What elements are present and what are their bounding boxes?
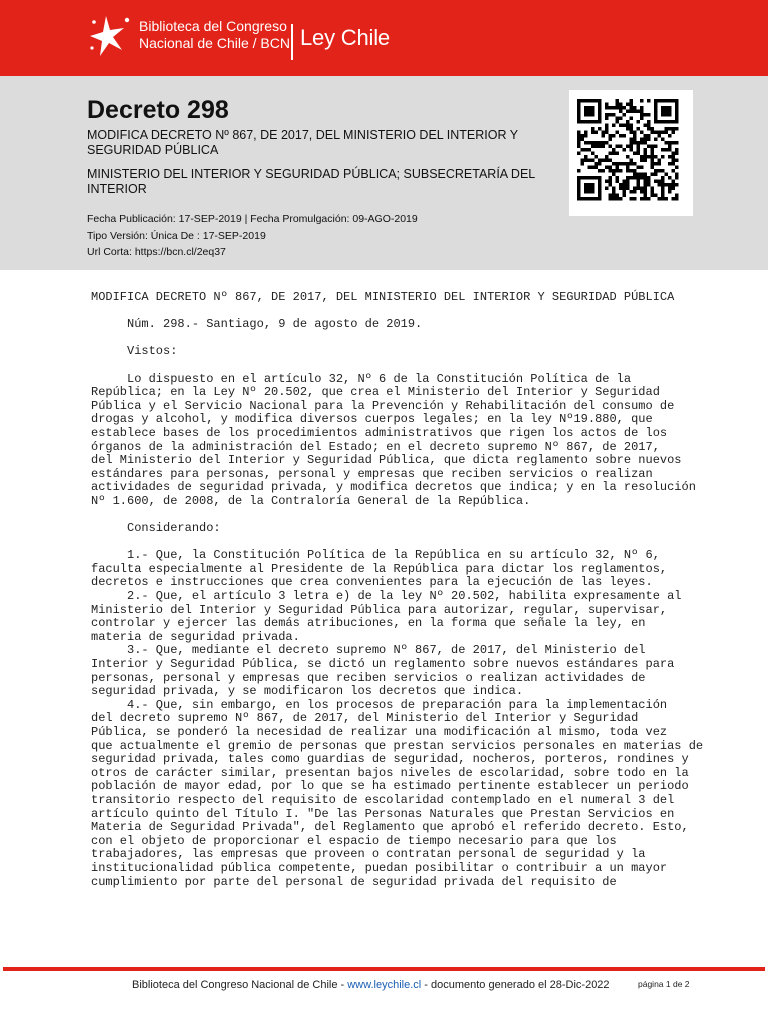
body-line: Ministerio del Interior y Seguridad Pública para autorizar, regular, supervisar,: [91, 602, 668, 617]
body-line: faculta especialmente al Presidente de la República para dictar los reglamentos,: [91, 561, 668, 576]
ley-chile-logo-text[interactable]: Ley Chile: [300, 25, 390, 50]
body-line: 4.- Que, sin embargo, en los procesos de preparación para la implementación: [91, 697, 668, 712]
body-line: Pública, se ponderó la necesidad de realizar una modificación al mismo, toda vez: [91, 725, 668, 739]
decree-subtitle: MODIFICA DECRETO Nº 867, DE 2017, DEL MINISTERIO DEL INTERIOR Y SEGURIDAD PÚBLICA: [87, 128, 518, 157]
decree-body-text: [91, 291, 731, 889]
body-line: Interior y Seguridad Pública, se dictó un reglamento sobre nuevos estándares para: [91, 657, 675, 672]
body-line: del Ministerio del Interior y Seguridad Pública, que dicta reglamento sobre nuevos: [91, 453, 682, 468]
body-line: trabajadores, las empresas que proveen o contratan personal de seguridad y la: [91, 847, 646, 862]
body-line: 2.- Que, el artículo 3 letra e) de la ley Nº 20.502, habilita expresamente al: [91, 589, 682, 604]
short-url[interactable]: Url Corta: https://bcn.cl/2eq37: [87, 246, 226, 258]
version-type: Tipo Versión: Única De : 17-SEP-2019: [87, 230, 266, 242]
body-line: seguridad privada, y se modificaron los decretos que indica.: [91, 684, 524, 699]
footer-rule: [3, 967, 765, 971]
page-number: página 1 de 2: [638, 979, 690, 989]
body-line: 3.- Que, mediante el decreto supremo Nº 867, de 2017, del Ministerio del: [91, 643, 646, 658]
body-line: Lo dispuesto en el artículo 32, Nº 6 de la Constitución Política de la: [91, 371, 632, 386]
body-line: Vistos:: [91, 344, 178, 359]
body-line: decretos e instrucciones que crea convenientes para la ejecución de las leyes.: [91, 575, 653, 590]
footer-text: [132, 979, 610, 991]
body-line: personas, personal y empresas que reciben servicios o realizan actividades de: [91, 670, 646, 685]
footer-generated-date: - documento generado el 28-Dic-2022: [421, 979, 610, 991]
body-line: [91, 332, 731, 346]
body-line: cumplimiento por parte del personal de seguridad privada del requisito de: [91, 874, 617, 889]
body-line: artículo quinto del Título I. "De las Personas Naturales que Prestan Servicios en: [91, 806, 675, 821]
decree-ministry: MINISTERIO DEL INTERIOR Y SEGURIDAD PÚBLICA; SUBSECRETARÍA DEL INTERIOR: [87, 167, 535, 196]
body-line: seguridad privada, tales como guardias de seguridad, nocheros, porteros, rondines y: [91, 752, 689, 767]
decree-title: Decreto 298: [87, 96, 229, 124]
body-line: República; en la Ley Nº 20.502, que crea el Ministerio del Interior y Seguridad: [91, 385, 660, 400]
body-line: población de mayor edad, por lo que se ha estimado pertinente establecer un periodo: [91, 779, 689, 794]
bcn-logo-text[interactable]: [139, 18, 290, 52]
top-banner: [0, 0, 768, 76]
body-line: [91, 305, 731, 319]
qr-code-icon: [569, 90, 693, 216]
body-line: institucionalidad pública competente, puedan posibilitar o contribuir a un mayor: [91, 860, 668, 875]
body-line: controlar y ejercer las demás atribuciones, en la forma que señale la ley, en: [91, 616, 646, 631]
body-line: [91, 359, 731, 373]
body-line: drogas y alcohol, y modifica diversos cuerpos legales; en la ley Nº19.880, que: [91, 412, 653, 427]
body-line: otros de carácter similar, presentan bajos niveles de escolaridad, sobre todo en la: [91, 765, 689, 780]
body-line: 1.- Que, la Constitución Política de la República en su artículo 32, Nº 6,: [91, 548, 660, 563]
body-line: del decreto supremo Nº 867, de 2017, del Ministerio del Interior y Seguridad: [91, 711, 639, 726]
body-line: [91, 509, 731, 523]
bcn-logo-line1: Biblioteca del Congreso: [139, 18, 287, 34]
body-line: Núm. 298.- Santiago, 9 de agosto de 2019.: [91, 317, 423, 332]
footer-org: Biblioteca del Congreso Nacional de Chile -: [132, 979, 348, 991]
body-line: actividades de seguridad privada, y modifica decretos que indica; y en la resolución: [91, 480, 696, 495]
publication-dates: Fecha Publicación: 17-SEP-2019 | Fecha Promulgación: 09-AGO-2019: [87, 213, 418, 225]
body-line: que actualmente el gremio de personas que prestan servicios personales en materias de: [91, 738, 704, 753]
leychile-link[interactable]: www.leychile.cl: [347, 979, 422, 991]
body-line: materia de seguridad privada.: [91, 629, 300, 644]
body-line: MODIFICA DECRETO Nº 867, DE 2017, DEL MINISTERIO DEL INTERIOR Y SEGURIDAD PÚBLICA: [91, 290, 675, 304]
body-line: estándares para personas, personal y empresas que reciben servicios o realizan: [91, 466, 653, 481]
bcn-star-logo-icon: [86, 12, 134, 60]
body-line: transitorio respecto del requisito de escolaridad contemplado en el numeral 3 del: [91, 792, 675, 807]
body-line: Nº 1.600, de 2008, de la Contraloría General de la República.: [91, 493, 531, 508]
body-line: Materia de Seguridad Privada", del Reglamento que aprobó el referido decreto. Esto,: [91, 820, 689, 835]
body-line: establece bases de los procedimientos administrativos que rigen los actos de los: [91, 425, 668, 440]
bcn-logo-line2: Nacional de Chile / BCN: [139, 35, 290, 51]
body-line: órganos de la administración del Estado; en el decreto supremo Nº 867, de 2017,: [91, 439, 660, 454]
body-line: [91, 536, 731, 550]
logo-divider: [291, 24, 293, 60]
body-line: Considerando:: [91, 521, 221, 536]
body-line: Pública y el Servicio Nacional para la Prevención y Rehabilitación del consumo de: [91, 398, 675, 413]
body-line: con el objeto de proporcionar el espacio de tiempo necesario para que los: [91, 833, 617, 848]
